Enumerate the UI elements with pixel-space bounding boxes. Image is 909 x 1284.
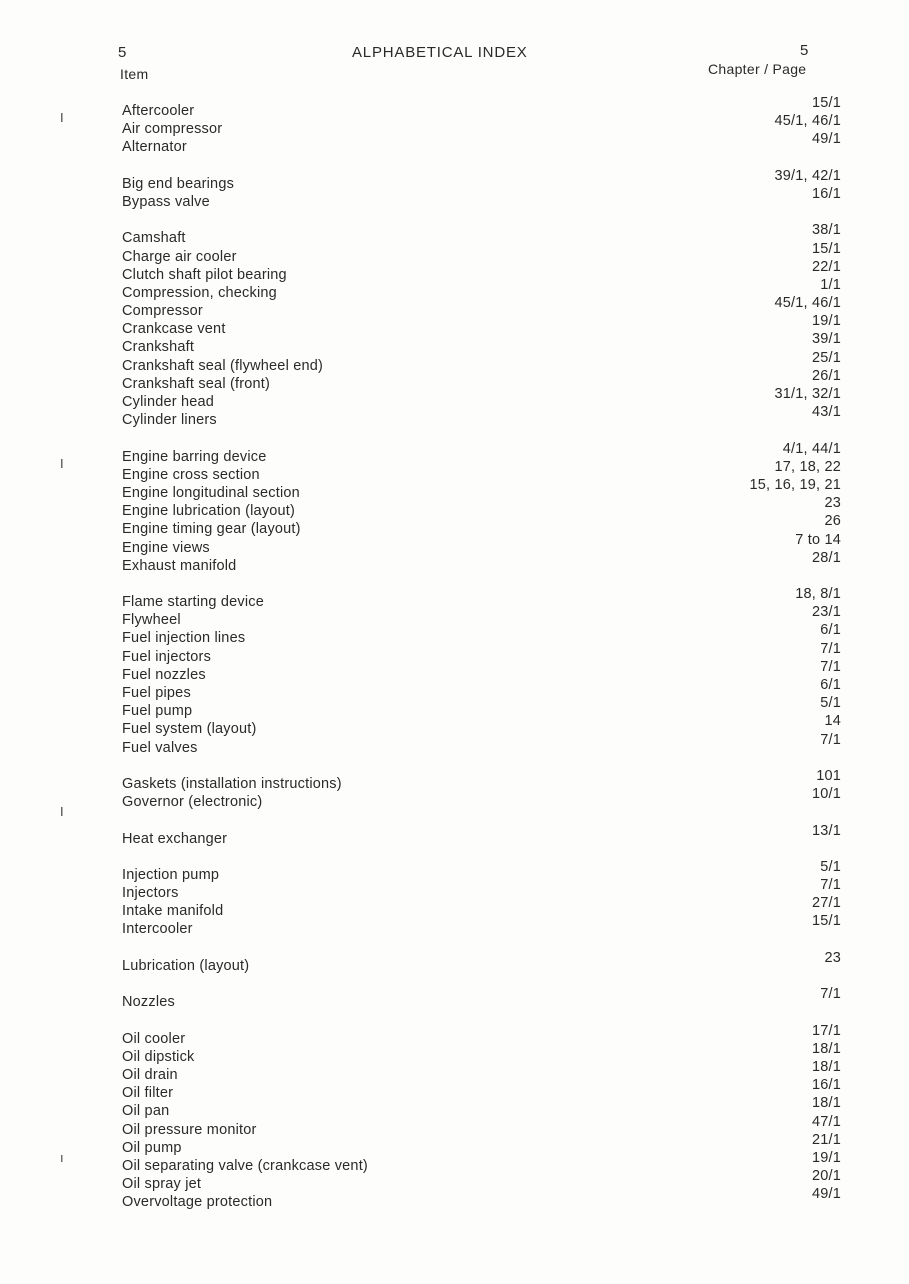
index-entry xyxy=(0,440,909,466)
entry-item: Crankshaft seal (front) xyxy=(122,375,271,392)
entry-item: Engine cross section xyxy=(122,466,260,483)
index-entry xyxy=(0,313,909,338)
entry-item: Crankshaft xyxy=(122,339,195,356)
entry-item: Heat exchanger xyxy=(122,830,228,847)
index-entry xyxy=(0,1168,909,1193)
index-entry xyxy=(0,695,909,720)
entry-item: Fuel injection lines xyxy=(122,630,246,647)
entry-item: Oil pan xyxy=(122,1103,170,1120)
index-list xyxy=(0,95,909,1230)
entry-chapter-page: 7/1 xyxy=(820,658,841,675)
entry-chapter-page: 101 xyxy=(816,767,841,784)
entry-item: Camshaft xyxy=(122,230,186,247)
entry-item: Injectors xyxy=(122,885,179,902)
entry-chapter-page: 7/1 xyxy=(820,731,841,748)
entry-chapter-page: 43/1 xyxy=(811,404,841,421)
entry-item: Flame starting device xyxy=(122,594,265,611)
entry-chapter-page: 16/1 xyxy=(811,1077,841,1094)
entry-item: Gaskets (installation instructions) xyxy=(122,775,342,792)
entry-item: Fuel valves xyxy=(122,739,198,756)
index-entry xyxy=(0,1077,909,1102)
index-entry xyxy=(0,913,909,938)
entry-chapter-page: 17, 18, 22 xyxy=(774,458,841,475)
entry-item: Charge air cooler xyxy=(122,248,237,265)
entry-chapter-page: 10/1 xyxy=(811,786,841,803)
index-entry xyxy=(0,822,909,848)
index-entry xyxy=(0,513,909,538)
margin-mark: ı xyxy=(60,1150,64,1165)
entry-item: Overvoltage protection xyxy=(122,1194,273,1211)
entry-chapter-page: 47/1 xyxy=(811,1113,841,1130)
margin-mark: I xyxy=(60,804,64,819)
index-entry xyxy=(0,1186,909,1211)
index-group xyxy=(0,1022,909,1212)
entry-item: Fuel system (layout) xyxy=(122,721,257,738)
page-number-left: 5 xyxy=(118,44,127,61)
index-entry xyxy=(0,1131,909,1157)
entry-item: Governor (electronic) xyxy=(122,794,263,811)
entry-item: Engine barring device xyxy=(122,448,267,465)
entry-chapter-page: 27/1 xyxy=(811,895,841,912)
index-entry xyxy=(0,113,909,138)
index-entry xyxy=(0,131,909,156)
index-group xyxy=(0,767,909,811)
entry-chapter-page: 25/1 xyxy=(811,349,841,366)
entry-chapter-page: 15, 16, 19, 21 xyxy=(749,476,841,493)
index-entry xyxy=(0,386,909,411)
index-entry xyxy=(0,258,909,284)
entry-item: Oil separating valve (crankcase vent) xyxy=(122,1157,368,1174)
entry-item: Fuel injectors xyxy=(122,648,212,665)
margin-mark: I xyxy=(60,110,64,125)
item-column-header: Item xyxy=(120,66,149,82)
index-entry xyxy=(0,95,909,120)
entry-chapter-page: 14 xyxy=(824,713,841,730)
index-entry xyxy=(0,531,909,557)
entry-item: Flywheel xyxy=(122,612,181,629)
entry-chapter-page: 38/1 xyxy=(811,222,841,239)
entry-item: Lubrication (layout) xyxy=(122,957,250,974)
entry-item: Injection pump xyxy=(122,866,220,883)
entry-item: Oil drain xyxy=(122,1066,178,1083)
index-group xyxy=(0,858,909,939)
index-entry xyxy=(0,276,909,302)
index-entry xyxy=(0,858,909,884)
index-entry xyxy=(0,240,909,266)
entry-item: Cylinder head xyxy=(122,394,215,410)
entry-chapter-page: 15/1 xyxy=(811,240,841,257)
index-entry xyxy=(0,949,909,975)
index-group xyxy=(0,222,909,429)
entry-chapter-page: 39/1, 42/1 xyxy=(774,167,841,184)
entry-chapter-page: 45/1, 46/1 xyxy=(774,113,841,130)
entry-item: Clutch shaft pilot bearing xyxy=(122,266,287,283)
entry-chapter-page: 13/1 xyxy=(811,822,841,839)
entry-chapter-page: 5/1 xyxy=(820,858,841,875)
index-entry xyxy=(0,367,909,393)
entry-item: Oil dipstick xyxy=(122,1048,195,1065)
entry-item: Alternator xyxy=(122,139,187,156)
entry-item: Crankshaft seal (flywheel end) xyxy=(122,357,324,374)
index-entry xyxy=(0,586,909,611)
entry-chapter-page: 5/1 xyxy=(820,695,841,712)
entry-item: Aftercooler xyxy=(122,103,195,119)
entry-item: Compressor xyxy=(122,303,203,320)
index-entry xyxy=(0,677,909,702)
entry-chapter-page: 7/1 xyxy=(820,986,841,1003)
entry-chapter-page: 18, 8/1 xyxy=(795,586,841,603)
entry-chapter-page: 15/1 xyxy=(811,95,841,111)
entry-chapter-page: 7/1 xyxy=(820,640,841,657)
entry-item: Engine longitudinal section xyxy=(122,484,300,501)
entry-chapter-page: 20/1 xyxy=(811,1168,841,1185)
entry-item: Cylinder liners xyxy=(122,412,217,429)
page-title: ALPHABETICAL INDEX xyxy=(352,44,528,61)
index-entry xyxy=(0,877,909,902)
entry-item: Oil pump xyxy=(122,1139,182,1156)
index-group xyxy=(0,440,909,575)
entry-item: Exhaust manifold xyxy=(122,557,237,574)
index-group xyxy=(0,167,909,211)
entry-chapter-page: 23 xyxy=(824,949,841,966)
index-entry xyxy=(0,1149,909,1175)
index-group xyxy=(0,949,909,975)
index-entry xyxy=(0,1095,909,1120)
entry-chapter-page: 26 xyxy=(824,513,841,530)
entry-chapter-page: 16/1 xyxy=(811,185,841,202)
index-group xyxy=(0,95,909,157)
entry-item: Air compressor xyxy=(122,121,223,138)
entry-chapter-page: 19/1 xyxy=(811,313,841,330)
index-entry xyxy=(0,476,909,502)
entry-item: Fuel pipes xyxy=(122,685,191,701)
index-entry xyxy=(0,1058,909,1084)
entry-chapter-page: 39/1 xyxy=(811,331,841,348)
index-entry xyxy=(0,986,909,1011)
entry-chapter-page: 7/1 xyxy=(820,877,841,894)
entry-item: Intercooler xyxy=(122,921,193,938)
entry-item: Oil spray jet xyxy=(122,1176,202,1193)
entry-item: Big end bearings xyxy=(122,175,235,192)
entry-chapter-page: 17/1 xyxy=(811,1022,841,1039)
index-entry xyxy=(0,331,909,356)
entry-item: Nozzles xyxy=(122,994,175,1011)
entry-item: Engine lubrication (layout) xyxy=(122,503,296,520)
page-number-right: 5 xyxy=(800,42,809,59)
entry-chapter-page: 45/1, 46/1 xyxy=(774,295,841,312)
index-entry xyxy=(0,1113,909,1139)
entry-chapter-page: 31/1, 32/1 xyxy=(774,386,841,402)
index-entry xyxy=(0,295,909,320)
entry-item: Fuel pump xyxy=(122,703,193,720)
entry-chapter-page: 28/1 xyxy=(811,549,841,566)
entry-chapter-page: 49/1 xyxy=(811,131,841,148)
entry-chapter-page: 19/1 xyxy=(811,1149,841,1166)
index-entry xyxy=(0,731,909,757)
index-entry xyxy=(0,895,909,920)
entry-chapter-page: 4/1, 44/1 xyxy=(782,440,841,457)
entry-item: Oil cooler xyxy=(122,1030,186,1047)
entry-chapter-page: 18/1 xyxy=(811,1058,841,1075)
entry-chapter-page: 23 xyxy=(824,495,841,512)
entry-chapter-page: 7 to 14 xyxy=(795,531,841,548)
index-entry xyxy=(0,404,909,429)
index-entry xyxy=(0,185,909,211)
index-group xyxy=(0,986,909,1011)
entry-item: Oil filter xyxy=(122,1085,174,1102)
entry-chapter-page: 23/1 xyxy=(811,604,841,621)
entry-chapter-page: 6/1 xyxy=(820,622,841,639)
index-entry xyxy=(0,495,909,520)
entry-chapter-page: 18/1 xyxy=(811,1095,841,1112)
index-entry xyxy=(0,713,909,738)
index-entry xyxy=(0,786,909,811)
margin-mark: I xyxy=(60,456,64,471)
index-entry xyxy=(0,549,909,575)
index-entry xyxy=(0,349,909,375)
entry-item: Engine views xyxy=(122,539,210,556)
entry-chapter-page: 26/1 xyxy=(811,367,841,384)
index-entry xyxy=(0,640,909,666)
index-entry xyxy=(0,622,909,647)
entry-chapter-page: 1/1 xyxy=(820,276,841,293)
index-entry xyxy=(0,1040,909,1066)
index-entry xyxy=(0,658,909,684)
entry-chapter-page: 15/1 xyxy=(811,913,841,930)
entry-chapter-page: 22/1 xyxy=(811,258,841,275)
index-entry xyxy=(0,604,909,629)
entry-chapter-page: 49/1 xyxy=(811,1186,841,1203)
index-entry xyxy=(0,1022,909,1048)
index-entry xyxy=(0,167,909,193)
entry-item: Crankcase vent xyxy=(122,321,226,338)
index-group xyxy=(0,822,909,848)
entry-item: Intake manifold xyxy=(122,903,224,920)
entry-chapter-page: 6/1 xyxy=(820,677,841,693)
index-entry xyxy=(0,767,909,793)
entry-item: Compression, checking xyxy=(122,284,277,301)
entry-item: Oil pressure monitor xyxy=(122,1121,257,1138)
index-group xyxy=(0,586,909,757)
entry-chapter-page: 18/1 xyxy=(811,1040,841,1057)
chapter-page-column-header: Chapter / Page xyxy=(708,61,807,77)
index-entry xyxy=(0,222,909,247)
entry-chapter-page: 21/1 xyxy=(811,1131,841,1148)
entry-item: Engine timing gear (layout) xyxy=(122,521,301,538)
entry-item: Fuel nozzles xyxy=(122,666,206,683)
entry-item: Bypass valve xyxy=(122,193,210,210)
